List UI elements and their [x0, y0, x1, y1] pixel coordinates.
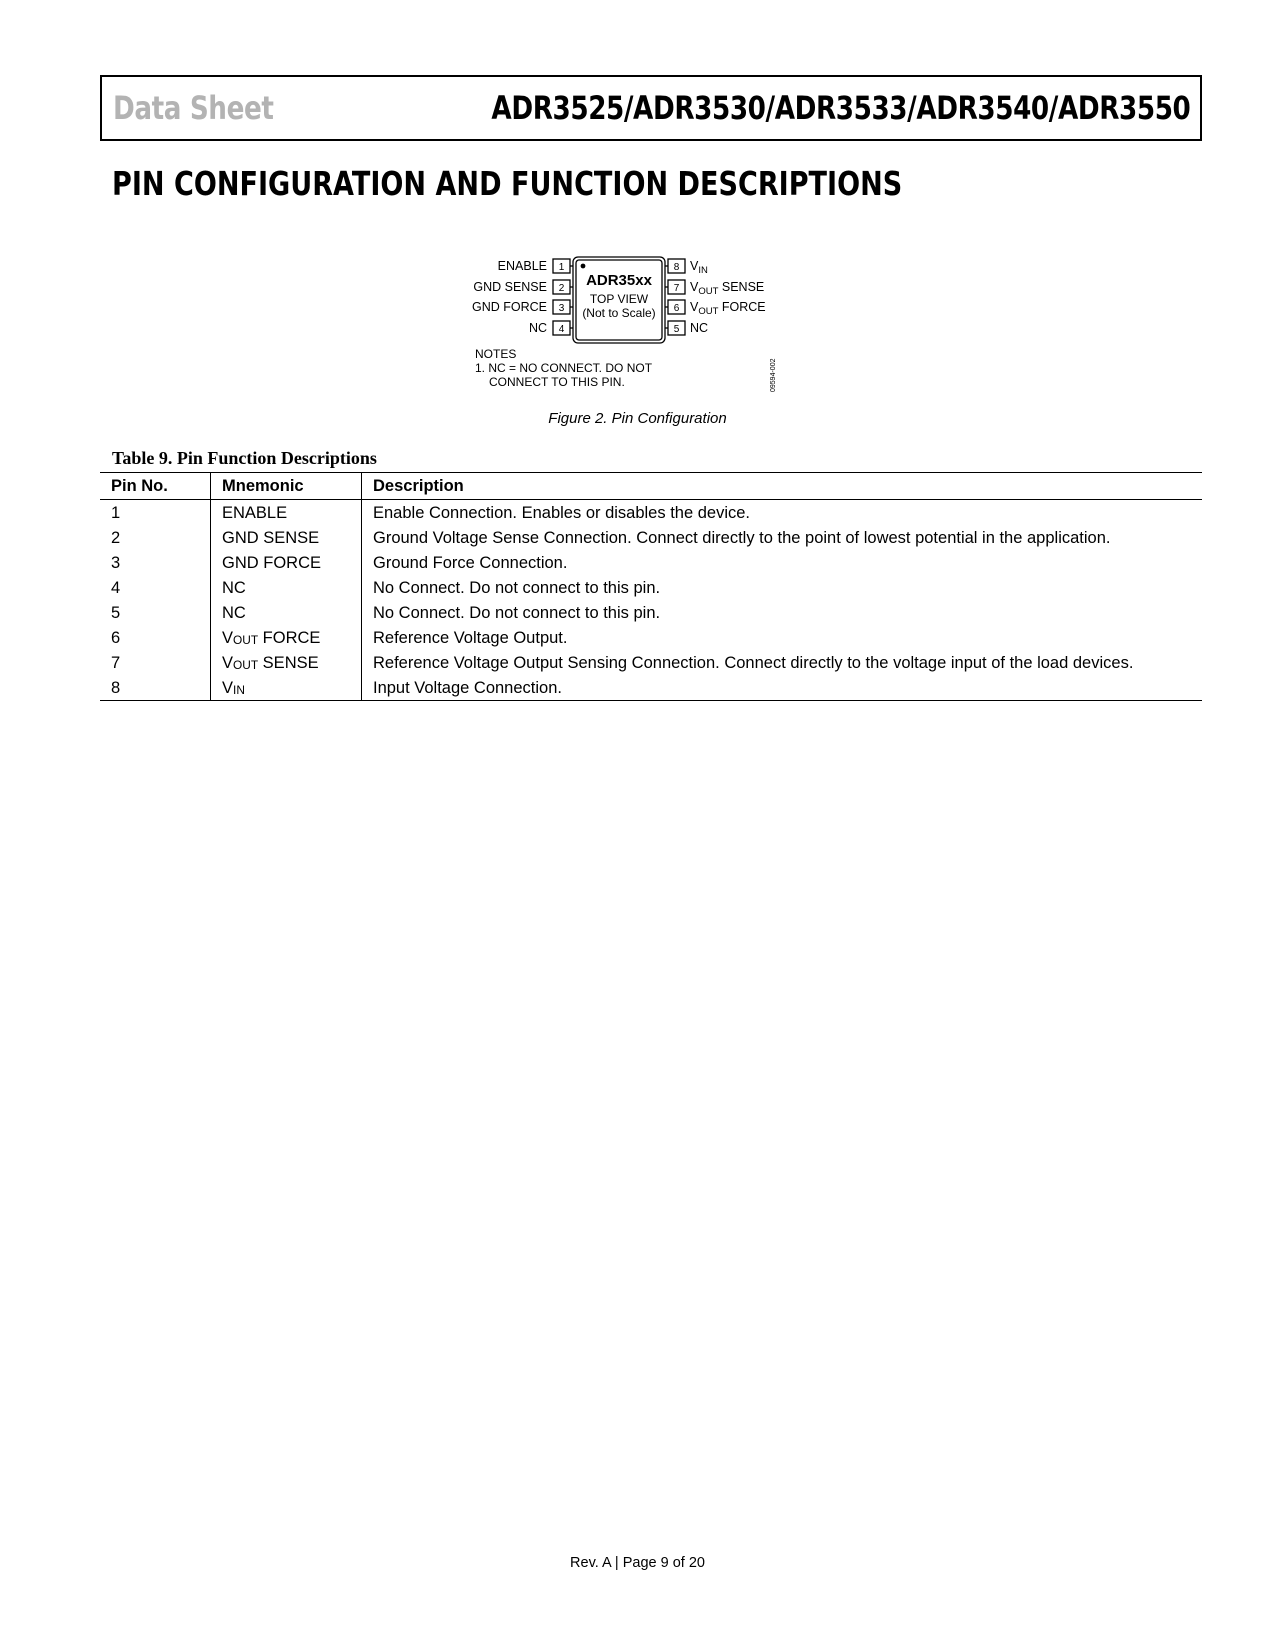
mnemonic-main: GND SENSE: [222, 528, 320, 547]
right-pin-label-suffix: SENSE: [718, 280, 765, 294]
pin-number-cell: 3: [100, 550, 211, 575]
mnemonic-main: NC: [222, 578, 246, 597]
pin-number-cell: 4: [100, 575, 211, 600]
page-footer: Rev. A | Page 9 of 20: [570, 1555, 705, 1571]
header-part-numbers: ADR3525/ADR3530/ADR3533/ADR3540/ADR3550: [491, 89, 1190, 127]
notes-heading: NOTES: [475, 347, 517, 361]
left-pin-number: 1: [558, 262, 565, 273]
right-pin-label-subscript: OUT: [698, 286, 719, 297]
description-cell: Ground Voltage Sense Connection. Connect directly to the point of lowest potential in the application.: [373, 528, 1111, 547]
left-pin-number: 4: [558, 324, 565, 335]
description-cell: Input Voltage Connection.: [362, 675, 1203, 701]
table-row: [100, 500, 1202, 526]
right-pin-label-main: V: [690, 280, 699, 294]
pin-number-cell: 5: [100, 600, 211, 625]
mnemonic-cell: [211, 550, 362, 575]
mnemonic-subscript: OUT: [233, 632, 259, 647]
table-row: [100, 550, 1202, 575]
mnemonic-subscript: IN: [233, 682, 245, 697]
figure-code: 09594-002: [770, 358, 777, 392]
pin-number-cell: 6: [100, 625, 211, 650]
table-row: [100, 625, 1202, 650]
right-pin-label-subscript: OUT: [698, 306, 719, 317]
right-pin-number: 6: [673, 303, 680, 314]
table-row: [100, 650, 1202, 675]
description-cell: Reference Voltage Output.: [373, 628, 568, 647]
pin-number-cell: 1: [100, 500, 211, 526]
table-row: [100, 575, 1202, 600]
header-pin-no: Pin No.: [100, 473, 211, 500]
description-cell: No Connect. Do not connect to this pin.: [373, 603, 661, 622]
table-row: [100, 675, 1202, 701]
mnemonic-subscript: OUT: [233, 657, 259, 672]
left-pin-label: GND SENSE: [473, 280, 547, 294]
mnemonic-main: NC: [222, 603, 246, 622]
mnemonic-main: V: [222, 628, 234, 647]
right-pin-number: 7: [673, 283, 680, 294]
right-pin-label-subscript: IN: [698, 265, 708, 276]
left-pin-label: GND FORCE: [472, 300, 547, 314]
right-pin-label-suffix: FORCE: [718, 300, 766, 314]
chip-name: ADR35xx: [586, 272, 652, 289]
mnemonic-main: V: [222, 653, 234, 672]
section-title: PIN CONFIGURATION AND FUNCTION DESCRIPTIONS: [112, 164, 903, 203]
left-pin-label: ENABLE: [497, 259, 547, 273]
left-pin-number: 3: [558, 303, 565, 314]
header-description: Description: [362, 473, 1203, 500]
mnemonic-cell: [211, 575, 362, 600]
table-title: Table 9. Pin Function Descriptions: [112, 448, 377, 468]
notes-line1: 1. NC = NO CONNECT. DO NOT: [475, 361, 653, 375]
page-header: [100, 75, 1202, 141]
pin-diagram: [472, 252, 820, 412]
mnemonic-cell: [211, 525, 362, 550]
mnemonic-cell: [211, 675, 362, 701]
right-pin-label: [690, 300, 766, 317]
right-pin-label: [690, 259, 708, 276]
description-cell: Ground Force Connection.: [373, 553, 568, 572]
right-pin-label: [690, 280, 764, 297]
right-pins: [665, 259, 766, 335]
chip-view-line1: TOP VIEW: [589, 292, 649, 306]
header-doc-type: Data Sheet: [113, 89, 274, 127]
pin-configuration-figure: [472, 252, 820, 412]
left-pin-label: NC: [528, 321, 547, 335]
right-pin-label: [690, 321, 708, 335]
pin-number-cell: 2: [100, 525, 211, 550]
pin-function-table: [100, 472, 1202, 701]
mnemonic-cell: [211, 650, 362, 675]
mnemonic-suffix: FORCE: [258, 628, 321, 647]
pin-number-cell: 7: [100, 650, 211, 675]
left-pin-number: 2: [558, 283, 565, 294]
header-mnemonic: Mnemonic: [211, 473, 362, 500]
mnemonic-main: GND FORCE: [222, 553, 321, 572]
right-pin-label-main: V: [690, 300, 699, 314]
table-header-row: [100, 473, 1202, 500]
notes-line2: CONNECT TO THIS PIN.: [489, 375, 625, 389]
left-pins: [472, 259, 573, 335]
pin-number-cell: 8: [100, 675, 211, 701]
description-cell: Reference Voltage Output Sensing Connection. Connect directly to the voltage input of the load devices.: [373, 653, 1134, 672]
right-pin-label-main: NC: [690, 321, 709, 335]
pin1-marker: [581, 264, 586, 269]
chip-view-line2: (Not to Scale): [582, 306, 656, 320]
mnemonic-cell: [211, 500, 362, 526]
figure-caption: Figure 2. Pin Configuration: [548, 410, 727, 427]
mnemonic-cell: [211, 600, 362, 625]
table-row: [100, 525, 1202, 550]
mnemonic-main: V: [222, 678, 234, 697]
mnemonic-cell: [211, 625, 362, 650]
description-cell: No Connect. Do not connect to this pin.: [373, 578, 661, 597]
description-cell: Enable Connection. Enables or disables the device.: [373, 503, 750, 522]
right-pin-label-main: V: [690, 259, 699, 273]
mnemonic-suffix: SENSE: [258, 653, 319, 672]
mnemonic-main: ENABLE: [222, 503, 288, 522]
right-pin-number: 5: [673, 324, 680, 335]
table-row: [100, 600, 1202, 625]
right-pin-number: 8: [673, 262, 680, 273]
